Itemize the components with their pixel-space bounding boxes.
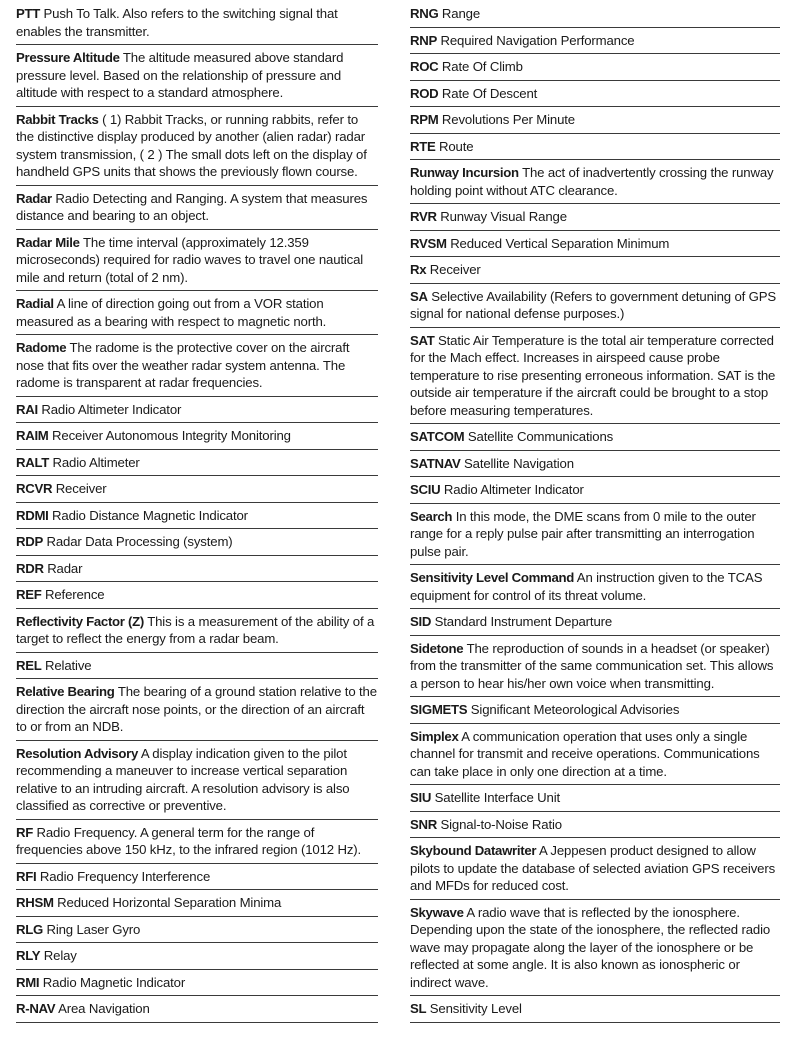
- glossary-definition: Receiver: [55, 481, 107, 496]
- glossary-term: SL: [410, 1001, 427, 1016]
- glossary-definition: Radar: [47, 560, 83, 576]
- glossary-term: R-NAV: [16, 1001, 56, 1016]
- glossary-term: RALT: [16, 454, 49, 470]
- glossary-term: Sensitivity Level Command: [410, 570, 574, 585]
- glossary-entry: [410, 454, 780, 478]
- glossary-entry: [410, 287, 780, 328]
- glossary-term: REL: [16, 657, 42, 673]
- glossary-definition: Satellite Interface Unit: [434, 790, 561, 805]
- glossary-definition: Radio Altimeter: [52, 454, 140, 470]
- glossary-term: RDR: [16, 560, 44, 576]
- glossary-definition: Range: [441, 6, 481, 21]
- glossary-entry: [410, 260, 780, 284]
- glossary-definition: Required Navigation Performance: [440, 32, 635, 48]
- glossary-term: ROC: [410, 59, 439, 74]
- glossary-definition: This is a measurement of the ability of a target to reflect the energy from a radar beam.: [16, 613, 375, 646]
- glossary-term: RNG: [410, 6, 439, 21]
- glossary-definition: Radio Distance Magnetic Indicator: [52, 507, 248, 523]
- glossary-term: Runway Incursion: [410, 165, 519, 180]
- glossary-term: SIGMETS: [410, 702, 468, 717]
- glossary-definition: Satellite Communications: [467, 429, 614, 444]
- glossary-term: RAI: [16, 401, 38, 417]
- glossary-term: RDP: [16, 534, 43, 549]
- glossary-entry: [410, 612, 780, 636]
- glossary-entry: [410, 31, 780, 55]
- glossary-entry: [410, 841, 780, 900]
- glossary-definition: Radio Frequency. A general term for the range of frequencies above 150 kHz, to the infrared region (1012 Hz).: [16, 824, 362, 857]
- glossary-definition: Reduced Horizontal Separation Minima: [57, 895, 282, 910]
- glossary-entry: [410, 84, 780, 108]
- glossary-definition: A line of direction going out from a VOR station measured as a bearing with respect to magnetic north.: [16, 296, 327, 329]
- glossary-term: REF: [16, 587, 42, 602]
- glossary-term: Search: [410, 508, 453, 524]
- glossary-entry: [16, 973, 378, 997]
- glossary-entry: [16, 48, 378, 107]
- glossary-entry: [410, 639, 780, 698]
- glossary-term: Rx: [410, 262, 427, 277]
- glossary-entry: [16, 585, 378, 609]
- glossary-definition: Significant Meteorological Advisories: [470, 702, 680, 717]
- glossary-term: RAIM: [16, 428, 49, 443]
- glossary-entry: [16, 532, 378, 556]
- glossary-definition: The bearing of a ground station relative to the direction the aircraft nose points, or the direction of an aircraft to or from an NDB.: [16, 684, 377, 734]
- glossary-entry: [410, 110, 780, 134]
- glossary-term: Skybound Datawriter: [410, 843, 537, 858]
- glossary-definition: Selective Availability (Refers to government detuning of GPS signal for national defense purposes.): [410, 288, 777, 321]
- glossary-definition: Signal-to-Noise Ratio: [440, 816, 562, 832]
- glossary-entry: [16, 612, 378, 653]
- glossary-definition: Standard Instrument Departure: [434, 614, 613, 629]
- glossary-definition: Radio Altimeter Indicator: [41, 401, 182, 417]
- glossary-definition: An instruction given to the TCAS equipment for control of its threat volume.: [410, 570, 763, 603]
- glossary-term: Sidetone: [410, 640, 464, 656]
- glossary-definition: Radio Frequency Interference: [39, 868, 211, 884]
- glossary-term: Pressure Altitude: [16, 50, 120, 65]
- glossary-entry: [410, 700, 780, 724]
- glossary-entry: [16, 920, 378, 944]
- glossary-term: ROD: [410, 85, 439, 101]
- glossary-term: Skywave: [410, 904, 464, 920]
- glossary-entry: [16, 426, 378, 450]
- glossary-definition: Reference: [45, 587, 105, 602]
- glossary-entry: [16, 744, 378, 820]
- glossary-entry: [410, 480, 780, 504]
- glossary-entry: [16, 453, 378, 477]
- glossary-entry: [16, 946, 378, 970]
- glossary-term: RVSM: [410, 235, 447, 251]
- glossary-term: RDMI: [16, 507, 49, 523]
- glossary-definition: In this mode, the DME scans from 0 mile to the outer range for a reply pulse pair after transmitting an interrogation pulse pair.: [410, 508, 756, 559]
- glossary-definition: Revolutions Per Minute: [441, 112, 575, 127]
- glossary-definition: The reproduction of sounds in a headset (or speaker) from the transmitter of the same communication set. This allows a person to hear his/her own voice when transmitting.: [410, 640, 774, 691]
- glossary-term: Resolution Advisory: [16, 745, 139, 761]
- glossary-term: RVR: [410, 209, 437, 224]
- glossary-definition: Static Air Temperature is the total air temperature corrected for the Mach effect. Increases in airspeed cause probe temperature to rise presenting erroneous information. SAT is the outside air temperature if the aircraft could be brought to a stop before measuring temperatures.: [410, 332, 776, 418]
- glossary-definition: A display indication given to the pilot recommending a maneuver to increase vertical separation relative to an intruding aircraft. A resolution advisory is also classified as corrective or preventive.: [16, 745, 350, 813]
- glossary-entry: [16, 110, 378, 186]
- glossary-term: PTT: [16, 6, 41, 21]
- glossary-term: RTE: [410, 138, 436, 154]
- glossary-entry: [16, 656, 378, 680]
- glossary-entry: [410, 727, 780, 786]
- glossary-entry: [410, 903, 780, 997]
- glossary-definition: The act of inadvertently crossing the runway holding point without ATC clearance.: [410, 165, 774, 198]
- glossary-entry: [16, 893, 378, 917]
- glossary-term: SID: [410, 614, 432, 629]
- glossary-term: SATNAV: [410, 455, 461, 471]
- glossary-term: Radar Mile: [16, 234, 80, 250]
- glossary-entry: [410, 207, 780, 231]
- glossary-term: SNR: [410, 816, 437, 832]
- glossary-term: SATCOM: [410, 429, 465, 444]
- glossary-term: RMI: [16, 974, 40, 990]
- glossary-definition: Runway Visual Range: [440, 209, 567, 224]
- glossary-entry: [16, 294, 378, 335]
- glossary-term: Simplex: [410, 728, 459, 744]
- glossary-term: RLY: [16, 948, 41, 963]
- glossary-entry: [410, 427, 780, 451]
- glossary-term: SIU: [410, 790, 432, 805]
- glossary-definition: Ring Laser Gyro: [46, 921, 141, 937]
- glossary-entry: [16, 506, 378, 530]
- glossary-entry: [16, 559, 378, 583]
- glossary-term: SCIU: [410, 482, 441, 497]
- glossary-term: SAT: [410, 332, 435, 348]
- glossary-entry: [16, 682, 378, 741]
- glossary-definition: Sensitivity Level: [429, 1001, 522, 1016]
- glossary-definition: Rate Of Descent: [441, 85, 538, 101]
- glossary-term: RHSM: [16, 895, 54, 910]
- glossary-entry: [16, 338, 378, 397]
- glossary-entry: [410, 234, 780, 258]
- glossary-definition: A Jeppesen product designed to allow pilots to update the database of selected aviation GPS receivers and MFDs for reduced cost.: [410, 843, 776, 893]
- glossary-entry: [410, 568, 780, 609]
- glossary-entry: [410, 163, 780, 204]
- glossary-definition: ( 1) Rabbit Tracks, or running rabbits, refer to the distinctive display produced by another (alien radar) radar system transmission, ( 2 ) The small dots left on the display of handheld GPS units that shows the previously flown course.: [16, 111, 367, 179]
- glossary-definition: Receiver Autonomous Integrity Monitoring: [52, 428, 291, 443]
- glossary-definition: Route: [439, 138, 474, 154]
- glossary-term: Reflectivity Factor (Z): [16, 613, 144, 629]
- glossary-definition: Radio Magnetic Indicator: [42, 974, 186, 990]
- glossary-entry: [410, 4, 780, 28]
- glossary-entry: [16, 823, 378, 864]
- glossary-entry: [410, 331, 780, 425]
- glossary-definition: The radome is the protective cover on the aircraft nose that fits over the weather radar system antenna. The radome is transparent at radar frequencies.: [16, 340, 350, 390]
- glossary-term: SA: [410, 288, 428, 304]
- glossary-entry: [16, 233, 378, 292]
- glossary-definition: Area Navigation: [58, 1001, 150, 1016]
- glossary-term: Radar: [16, 190, 52, 206]
- glossary-definition: Rate Of Climb: [441, 59, 523, 74]
- glossary-entry: [16, 4, 378, 45]
- glossary-definition: Radio Altimeter Indicator: [443, 482, 584, 497]
- glossary-definition: Push To Talk. Also refers to the switching signal that enables the transmitter.: [16, 6, 338, 39]
- glossary-entry: [410, 57, 780, 81]
- glossary-term: Rabbit Tracks: [16, 111, 99, 127]
- glossary-entry: [16, 400, 378, 424]
- glossary-definition: Relay: [43, 948, 77, 963]
- glossary-definition: A radio wave that is reflected by the ionosphere. Depending upon the state of the ionosphere, the reflected radio wave may propagate along the layer of the ionosphere or be reflected at some angle. It is also known as ionospheric or indirect wave.: [410, 904, 771, 990]
- glossary-entry: [410, 507, 780, 566]
- glossary-entry: [16, 867, 378, 891]
- glossary-definition: The time interval (approximately 12.359 microseconds) required for radio waves to travel one nautical mile and return (total of 2 nm).: [16, 234, 364, 285]
- glossary-definition: Satellite Navigation: [463, 455, 574, 471]
- glossary-entry: [16, 479, 378, 503]
- glossary-entry: [410, 999, 780, 1023]
- glossary-term: RCVR: [16, 481, 53, 496]
- glossary-term: RPM: [410, 112, 439, 127]
- glossary-term: RNP: [410, 32, 437, 48]
- glossary-term: RLG: [16, 921, 43, 937]
- glossary-term: RF: [16, 824, 33, 840]
- glossary-definition: Receiver: [429, 262, 481, 277]
- glossary-right-column: [410, 4, 780, 1026]
- glossary-definition: Radio Detecting and Ranging. A system that measures distance and bearing to an object.: [16, 190, 368, 223]
- glossary-entry: [410, 788, 780, 812]
- glossary-entry: [410, 137, 780, 161]
- glossary-definition: Relative: [45, 657, 92, 673]
- glossary-definition: Radar Data Processing (system): [46, 534, 233, 549]
- glossary-entry: [16, 999, 378, 1023]
- glossary-definition: A communication operation that uses only a single channel for transmit and receive operations. Communications can take place in only one direction at a time.: [410, 728, 760, 779]
- glossary-definition: Reduced Vertical Separation Minimum: [450, 235, 670, 251]
- glossary-term: Relative Bearing: [16, 684, 115, 699]
- glossary-entry: [410, 815, 780, 839]
- glossary-term: Radome: [16, 340, 67, 355]
- glossary-term: Radial: [16, 296, 54, 311]
- glossary-term: RFI: [16, 868, 37, 884]
- glossary-entry: [16, 189, 378, 230]
- glossary-definition: The altitude measured above standard pressure level. Based on the relationship of pressure and altitude with respect to a standard atmosphere.: [16, 50, 344, 100]
- glossary-left-column: [16, 4, 378, 1026]
